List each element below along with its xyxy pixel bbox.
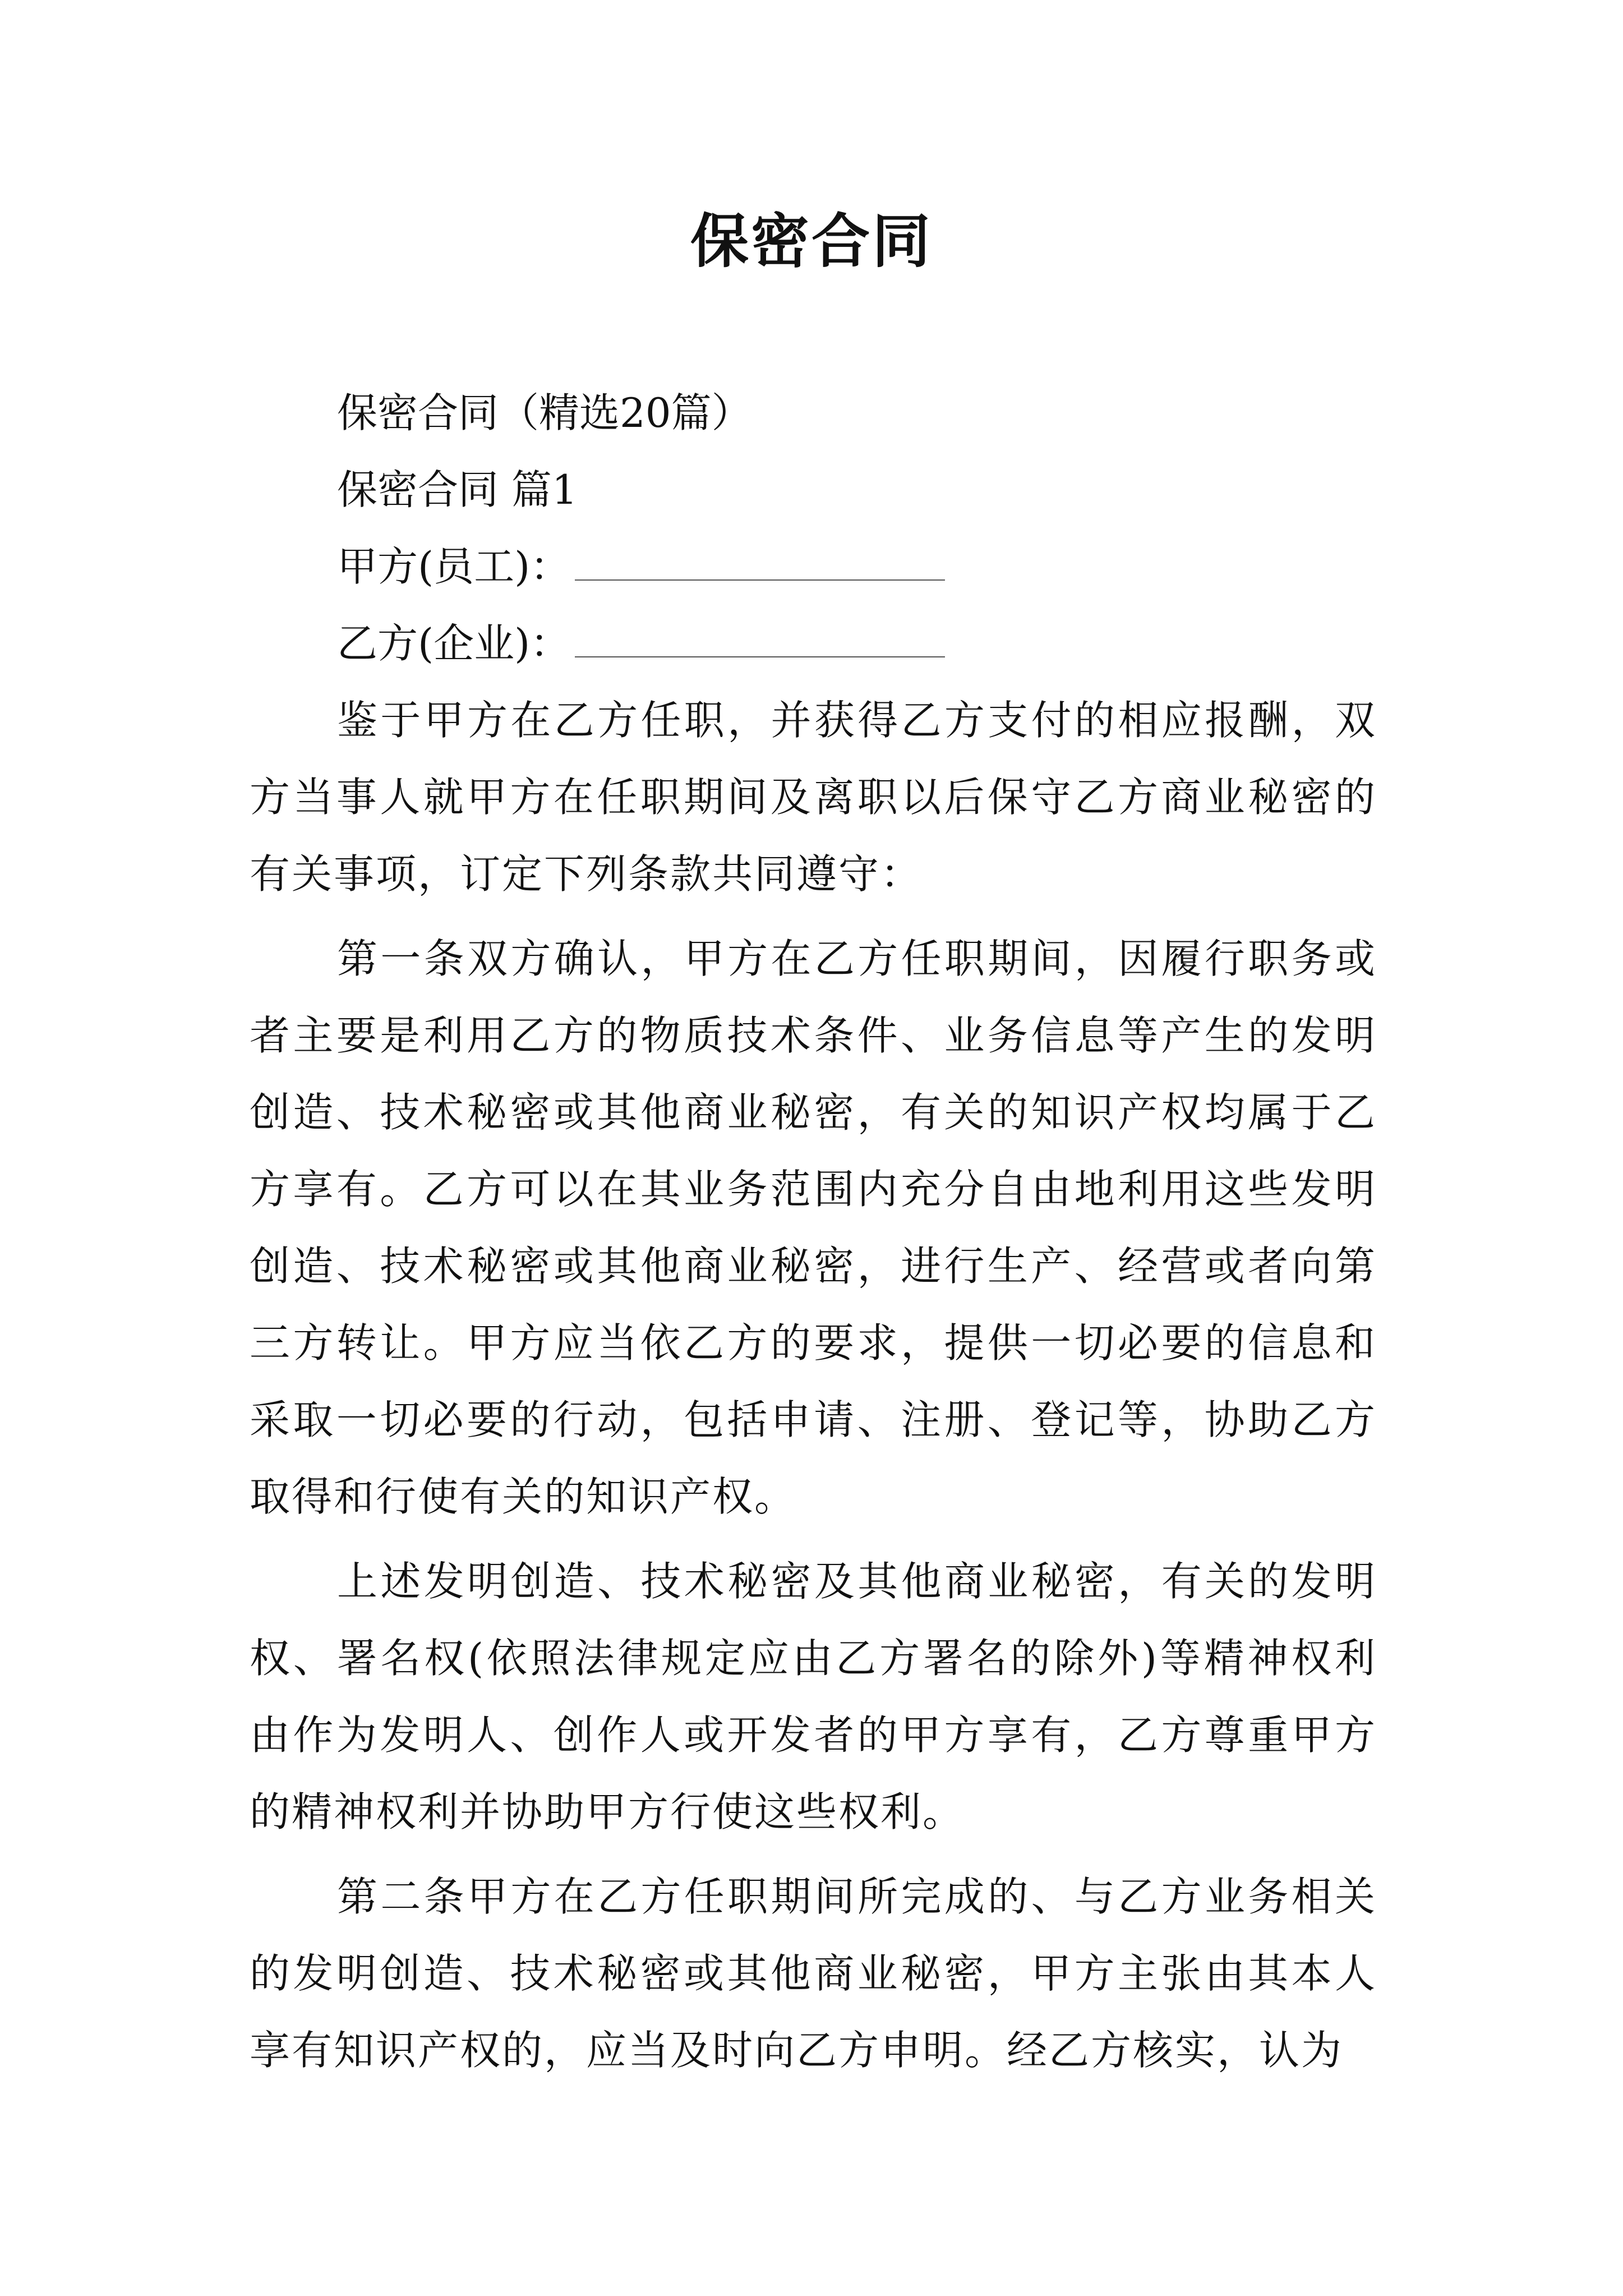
party-a-blank-field bbox=[575, 545, 945, 581]
document-subtitle: 保密合同（精选20篇） bbox=[337, 389, 752, 436]
party-a-row bbox=[250, 528, 1377, 605]
paragraph-article-1: 第一条双方确认，甲方在乙方任职期间，因履行职务或者主要是利用乙方的物质技术条件、业务信息等产生的发明创造、技术秘密或其他商业秘密，有关的知识产权均属于乙方享有。乙方可以在其业务范围内充分自由地利用这些发明创造、技术秘密或其他商业秘密，进行生产、经营或者向第三方转让。甲方应当依乙方的要求，提供一切必要的信息和采取一切必要的行动，包括申请、注册、登记等，协助乙方取得和行使有关的知识产权。 bbox=[250, 935, 1377, 1520]
party-b-label: 乙方(企业)： bbox=[337, 620, 571, 667]
paragraph-moral-rights: 上述发明创造、技术秘密及其他商业秘密，有关的发明权、署名权(依照法律规定应由乙方署名的除外)等精神权利由作为发明人、创作人或开发者的甲方享有，乙方尊重甲方的精神权利并协助甲方行使这些权利。 bbox=[250, 1558, 1377, 1835]
paragraph-article-2: 第二条甲方在乙方任职期间所完成的、与乙方业务相关的发明创造、技术秘密或其他商业秘密，甲方主张由其本人享有知识产权的，应当及时向乙方申明。经乙方核实，认为 bbox=[250, 1873, 1377, 2074]
paragraph-preamble: 鉴于甲方在乙方任职，并获得乙方支付的相应报酬，双方当事人就甲方在任职期间及离职以后保守乙方商业秘密的有关事项，订定下列条款共同遵守： bbox=[250, 697, 1377, 898]
section-heading: 保密合同 篇1 bbox=[337, 466, 578, 513]
party-b-blank-field bbox=[575, 622, 945, 657]
page-title: 保密合同 bbox=[690, 206, 933, 275]
party-b-row bbox=[250, 605, 1377, 682]
document-body bbox=[250, 375, 1377, 2089]
party-a-label: 甲方(员工)： bbox=[337, 543, 571, 590]
